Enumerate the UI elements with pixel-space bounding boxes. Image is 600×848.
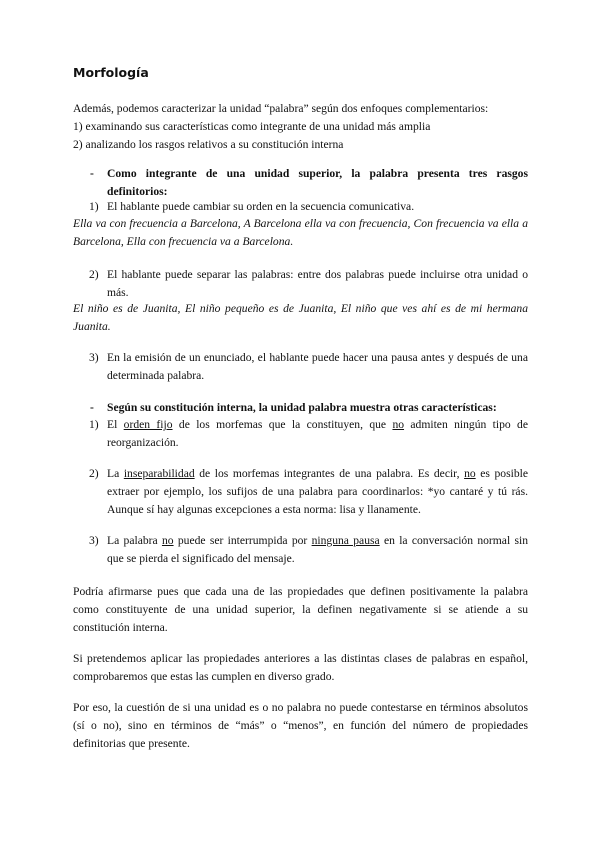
section-1-heading (73, 165, 528, 201)
item-text: El (107, 418, 124, 431)
section-2-item-2 (73, 465, 528, 519)
bullet-dash: - (90, 401, 94, 414)
item-text: La palabra (107, 534, 162, 547)
item-text: de los morfemas integrantes de una palabra. Es decir, (194, 467, 465, 480)
item-number: 3) (89, 534, 99, 547)
item-text: En la emisión de un enunciado, el hablante puede hacer una pausa antes y después de una determinada palabra. (107, 351, 528, 382)
underlined-term: no (464, 467, 476, 480)
underlined-term: no (392, 418, 405, 431)
section-2-item-3 (73, 532, 528, 568)
item-text: El hablante puede separar las palabras: entre dos palabras puede incluirse otra unidad o más. (107, 268, 528, 299)
item-number: 2) (89, 268, 99, 281)
intro (73, 100, 528, 154)
intro-line-2: 1) examinando sus características como integrante de una unidad más amplia (73, 120, 431, 133)
underlined-term: orden fijo (123, 418, 173, 431)
section-1-item-3 (73, 349, 528, 385)
bullet-dash: - (90, 167, 94, 180)
item-text: La (107, 467, 124, 480)
underlined-term: ninguna pausa (311, 534, 380, 547)
intro-line-1: Además, podemos caracterizar la unidad “palabra” según dos enfoques complementarios: (73, 102, 489, 115)
item-text: en la conversación normal sin que se pierda el significado del mensaje. (107, 534, 529, 565)
section-2-item-1 (73, 416, 528, 452)
underlined-term: no (161, 534, 174, 547)
paragraph-1: Podría afirmarse pues que cada una de las propiedades que definen positivamente la palabra como constituyente de una unidad superior, la definen negativamente si se atiende a su constitución interna. (73, 585, 528, 634)
section-1-item-2 (73, 266, 528, 302)
item-text: de los morfemas que la constituyen, que (172, 418, 393, 431)
paragraph-3: Por eso, la cuestión de si una unidad es o no palabra no puede contestarse en términos absolutos (sí o no), sino en términos de “más” o “menos”, en función del número de propiedades definitorias que presente. (73, 701, 528, 750)
section-2-heading (73, 399, 528, 417)
section-1-item-1 (73, 198, 528, 216)
intro-line-3: 2) analizando los rasgos relativos a su constitución interna (73, 138, 344, 151)
example-1: Ella va con frecuencia a Barcelona, A Barcelona ella va con frecuencia, Con frecuencia va ella a Barcelona, Ella con frecuencia va a Barcelona. (73, 217, 528, 248)
example-2: El niño es de Juanita, El niño pequeño es de Juanita, El niño que ves ahí es de mi hermana Juanita. (73, 302, 528, 333)
item-number: 1) (89, 200, 99, 213)
item-number: 3) (89, 351, 99, 364)
heading-text: Como integrante de una unidad superior, la palabra presenta tres rasgos definitorios: (107, 167, 528, 198)
heading-text: Según su constitución interna, la unidad palabra muestra otras características: (107, 401, 497, 414)
item-number: 2) (89, 467, 99, 480)
paragraph-2: Si pretendemos aplicar las propiedades anteriores a las distintas clases de palabras en español, comprobaremos que estas las cumplen en diverso grado. (73, 652, 528, 683)
page-title: Morfología (73, 65, 149, 80)
item-text: es posible extraer por ejemplo, los sufijos de una palabra para coordinarlos: *yo cantaré y tú rás. Aunque sí hay algunas excepciones a esta norma: lisa y llanamente. (107, 467, 528, 516)
item-text: puede ser interrumpida por (173, 534, 312, 547)
underlined-term: inseparabilidad (123, 467, 195, 480)
item-text: admiten ningún tipo de reorganización. (107, 418, 528, 449)
item-number: 1) (89, 418, 99, 431)
item-text: El hablante puede cambiar su orden en la secuencia comunicativa. (107, 200, 415, 213)
